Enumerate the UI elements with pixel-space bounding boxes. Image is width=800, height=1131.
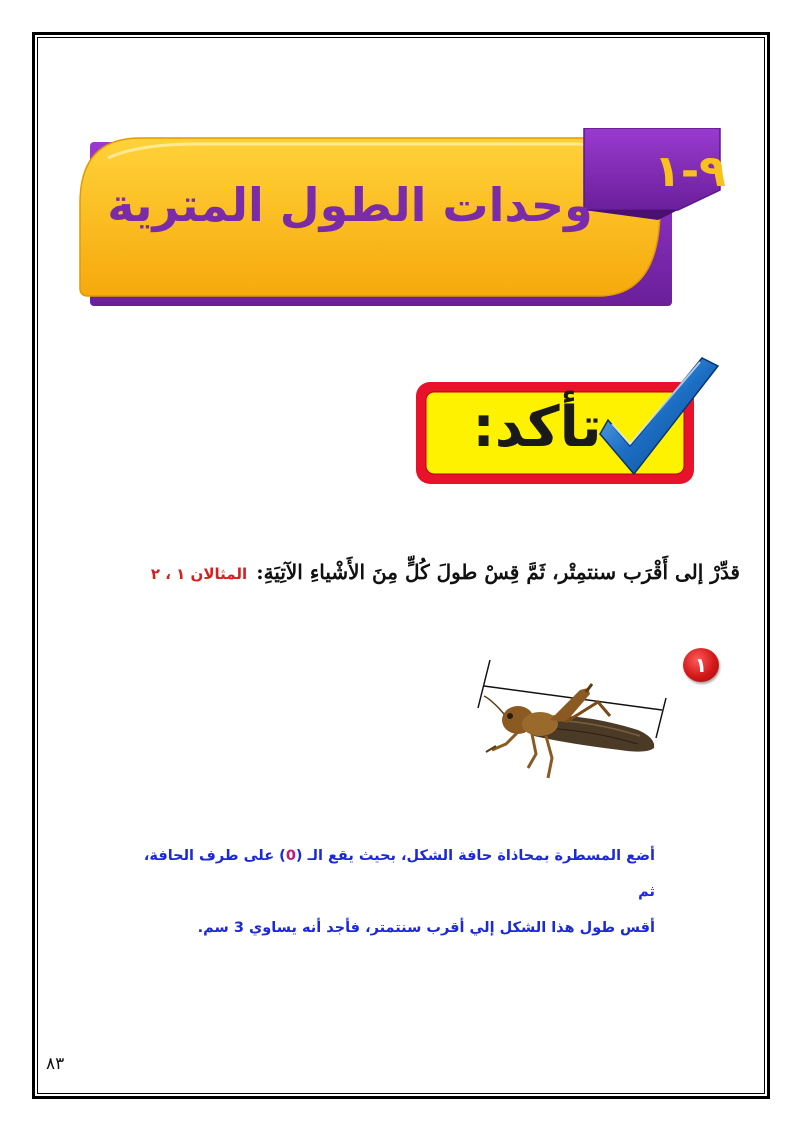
lesson-number: ٩-١	[654, 146, 726, 197]
lesson-banner	[78, 128, 726, 308]
zero-mark: 0	[285, 848, 296, 864]
answer-text	[130, 838, 655, 946]
instruction	[130, 560, 740, 584]
question-number-badge: ١	[683, 648, 719, 682]
answer-line-1	[130, 838, 655, 910]
lesson-title: وحدات الطول المترية	[107, 178, 593, 232]
answer-line-2: أقس طول هذا الشكل إلي أقرب سنتمتر، فأجد أنه يساوي 3 سم.	[197, 920, 655, 936]
confirm-label: تأكد:	[472, 395, 602, 460]
answer-line-1-start: أضع المسطرة بمحاذاة حافة الشكل، بحيث يقع الـ (	[295, 848, 655, 864]
confirm-badge	[412, 354, 722, 489]
examples-reference: المثالان ١ ، ٢	[150, 565, 248, 583]
grasshopper-figure	[470, 650, 675, 785]
page-number: ٨٣	[46, 1054, 65, 1074]
instruction-text: قدِّرْ إلى أَقْرَب سنتمِتْر، ثَمَّ قِسْ طولَ كُلٍّ مِنَ الأَشْياءِ الآتِيَةِ:	[256, 560, 740, 584]
answer-line-1-end: ) على طرف الحافة، ثم	[143, 848, 655, 900]
